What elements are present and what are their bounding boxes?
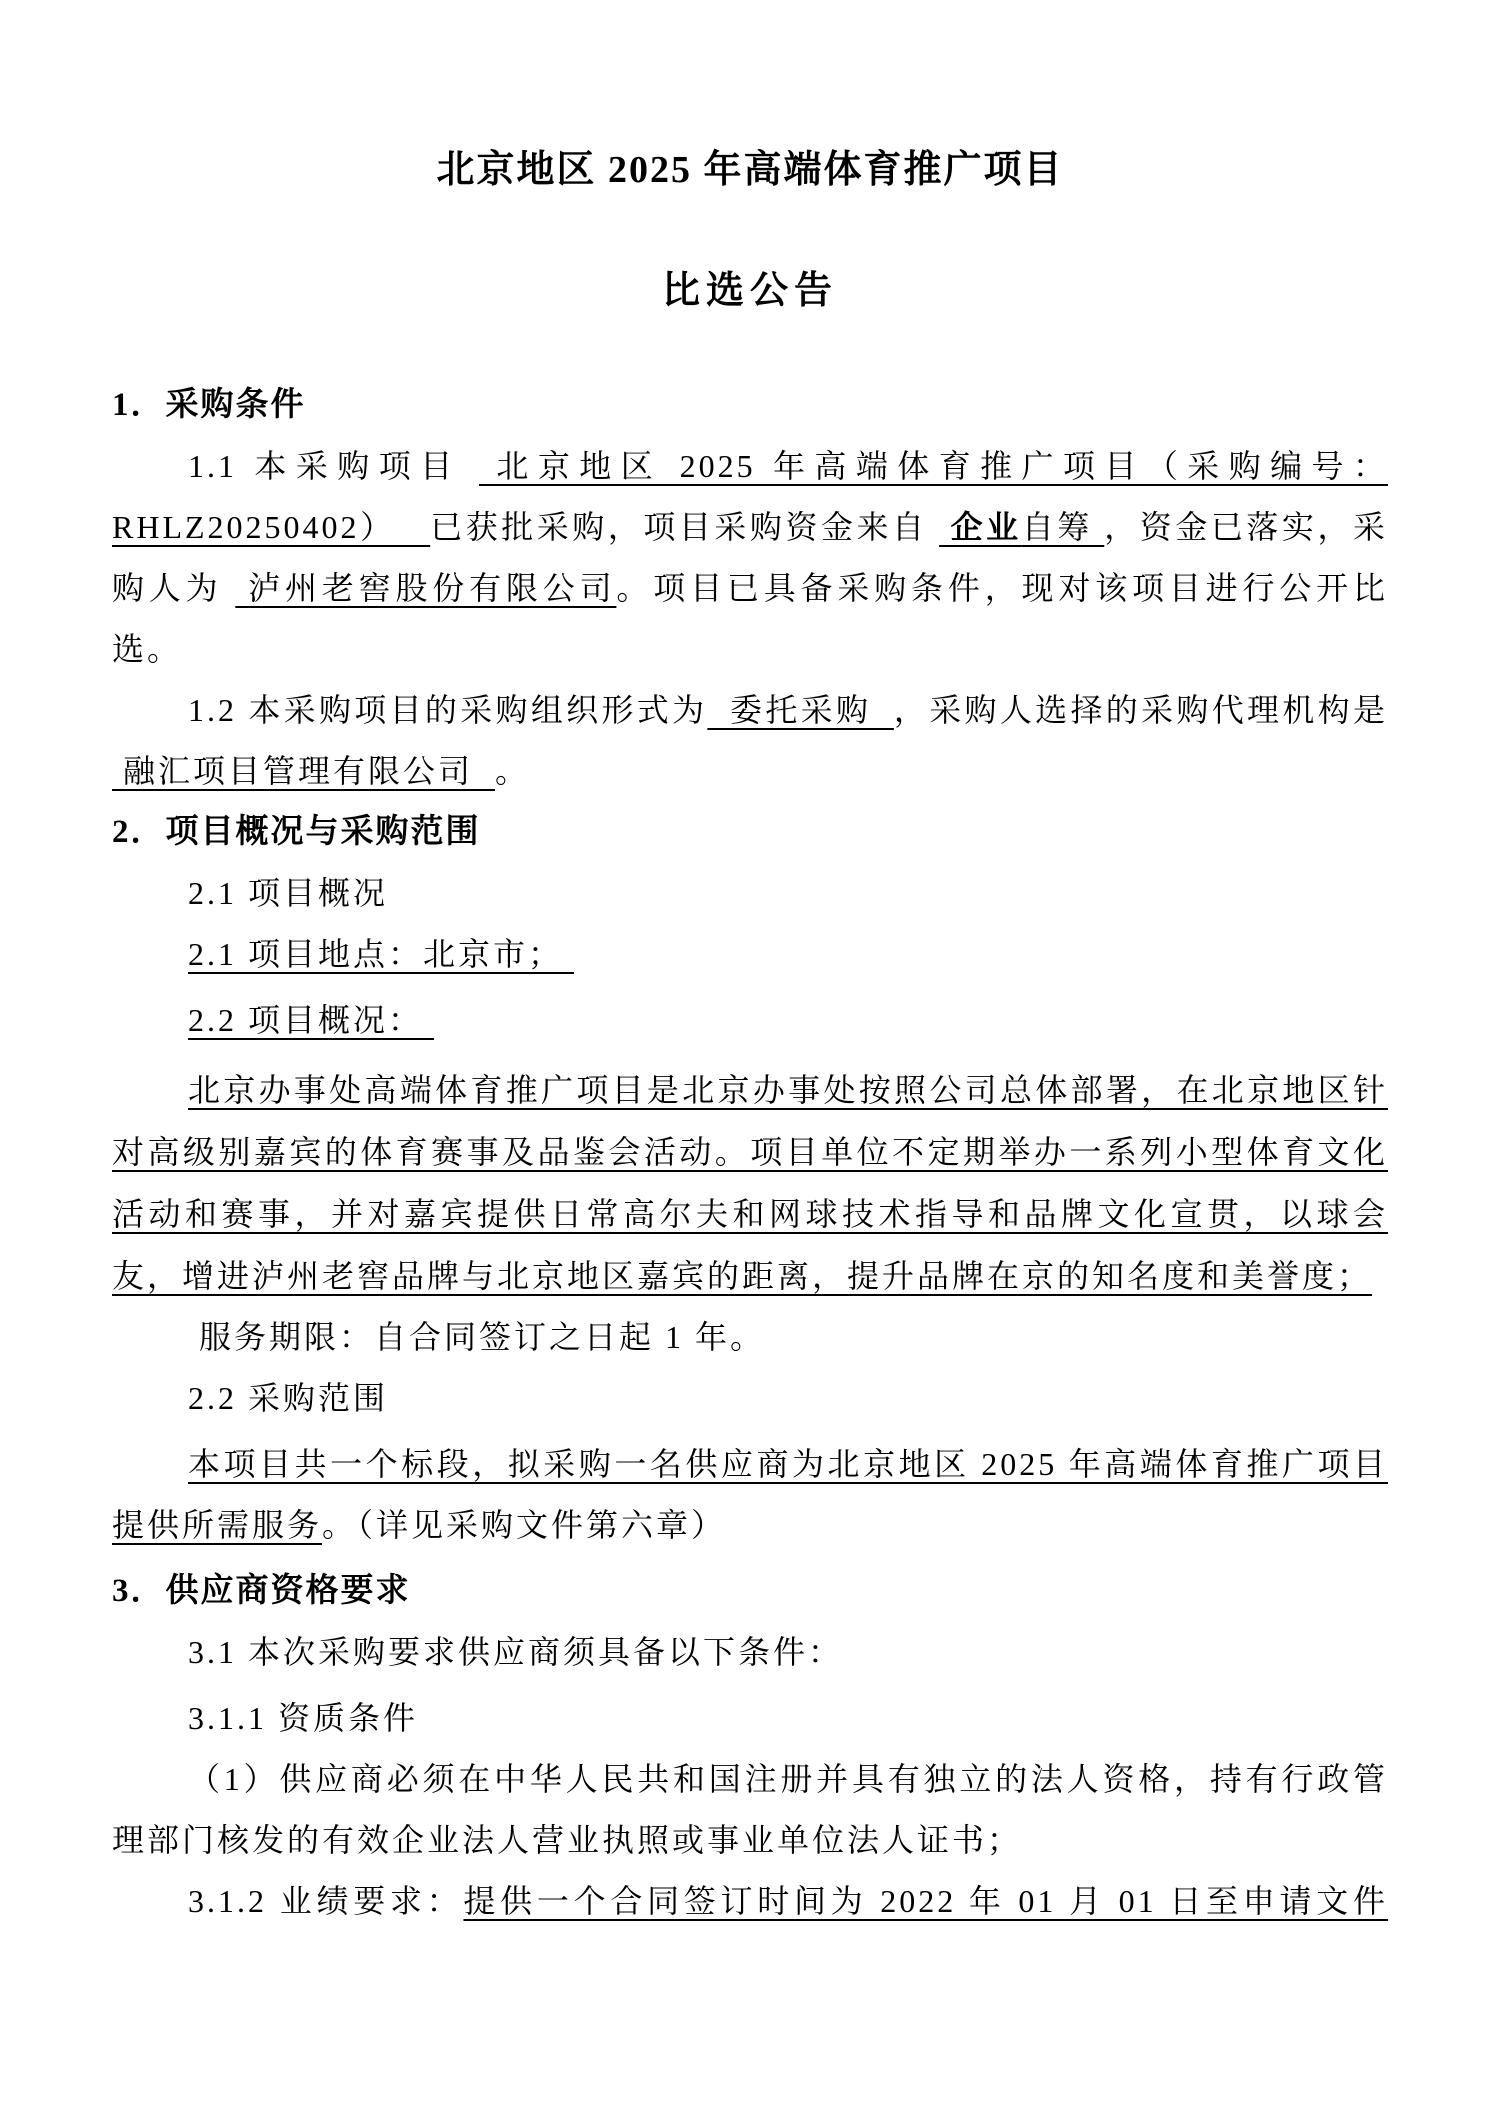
para-2-1-project-location: 2.1 项目地点：北京市； xyxy=(188,936,575,972)
section-2-heading: 2．项目概况与采购范围 xyxy=(112,814,481,850)
para-3-1-1-qualification-heading: 3.1.1 资质条件 xyxy=(188,1700,419,1736)
para-3-1-supplier-conditions: 3.1 本次采购要求供应商须具备以下条件： xyxy=(188,1634,844,1670)
para-1-1-procurement-conditions: 1.1 本采购项目 北京地区 2025 年高端体育推广项目（采购编号：RHLZ20250402） 已获批采购，项目采购资金来自 企业自筹 ，资金已落实，采购人为 泸州老窖股份有限公司。项目已具备采购条件，现对该项目进行公开比选。 xyxy=(112,448,1388,667)
document-title: 北京地区 2025 年高端体育推广项目 xyxy=(436,149,1064,191)
para-service-period: 服务期限：自合同签订之日起 1 年。 xyxy=(188,1319,766,1355)
para-qualification-requirement: （1）供应商必须在中华人民共和国注册并具有独立的法人资格，持有行政管理部门核发的有效企业法人营业执照或事业单位法人证书； xyxy=(112,1761,1388,1858)
section-3-heading: 3．供应商资格要求 xyxy=(112,1573,411,1609)
para-2-2-scope-heading: 2.2 采购范围 xyxy=(188,1380,389,1416)
doc-body xyxy=(112,375,1388,1932)
para-2-1-project-overview: 2.1 项目概况 xyxy=(188,875,389,911)
document-subtitle: 比选公告 xyxy=(661,270,838,312)
section-1-heading: 1．采购条件 xyxy=(112,387,306,423)
para-2-2-project-overview-label: 2.2 项目概况： xyxy=(188,1002,435,1038)
para-scope-detail: 本项目共一个标段，拟采购一名供应商为北京地区 2025 年高端体育推广项目提供所需服务。（详见采购文件第六章） xyxy=(112,1446,1388,1543)
para-project-description: 北京办事处高端体育推广项目是北京办事处按照公司总体部署，在北京地区针对高级别嘉宾的体育赛事及品鉴会活动。项目单位不定期举办一系列小型体育文化活动和赛事，并对嘉宾提供日常高尔夫和网球技术指导和品牌文化宣贯，以球会友，增进泸州老窖品牌与北京地区嘉宾的距离，提升品牌在京的知名度和美誉度； xyxy=(112,1072,1388,1294)
para-3-1-2-performance-requirement: 3.1.2 业绩要求：提供一个合同签订时间为 2022 年 01 月 01 日至申请文件 xyxy=(188,1883,1388,1919)
para-1-2-organization-form: 1.2 本采购项目的采购组织形式为 委托采购 ，采购人选择的采购代理机构是 融汇项目管理有限公司 。 xyxy=(112,692,1388,789)
